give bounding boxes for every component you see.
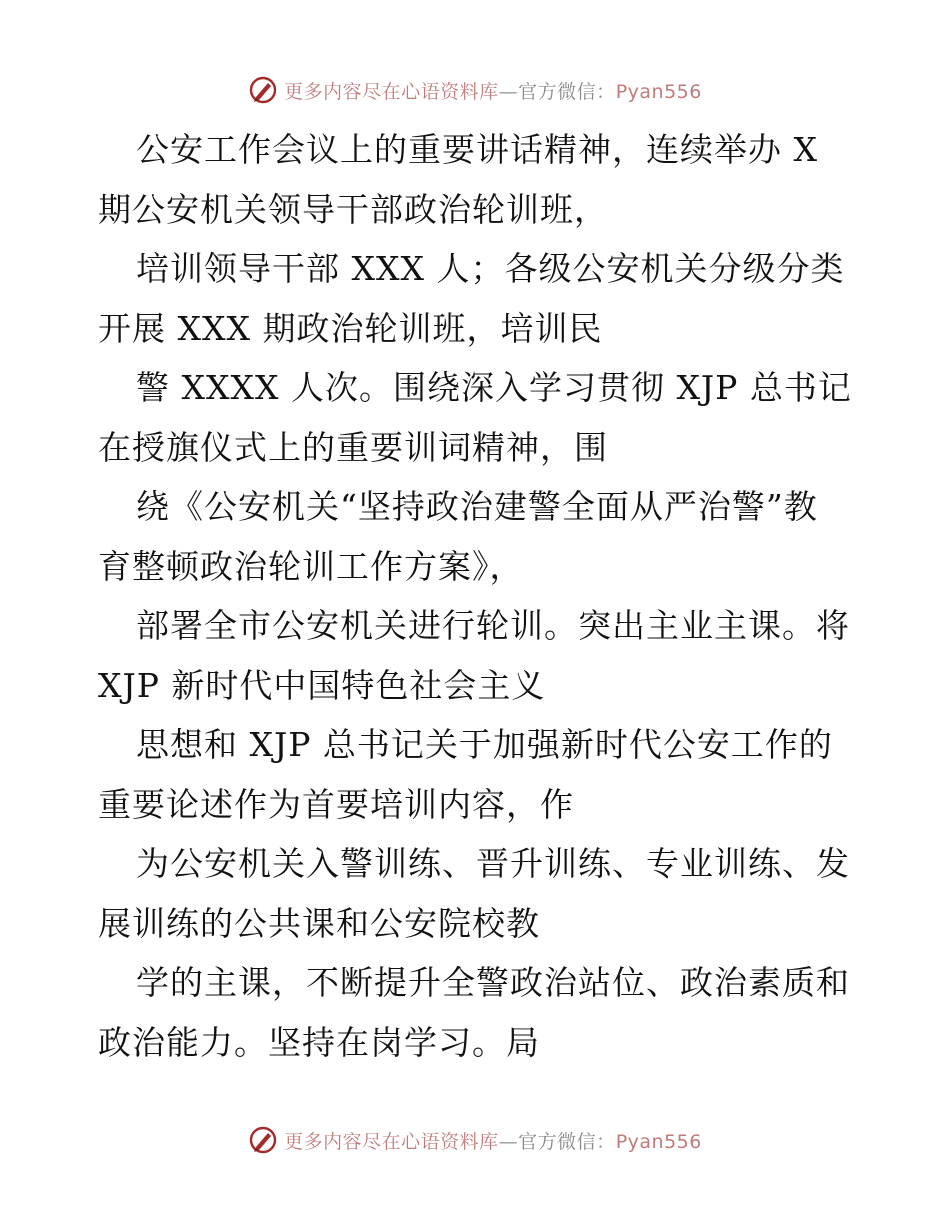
watermark-text [284,1127,702,1154]
body-line: 警 XXXX 人次。围绕深入学习贯彻 XJP 总书记 [136,368,852,407]
body-line: 在授旗仪式上的重要训词精神，围 [98,427,608,467]
watermark-site-name: 更多内容尽在心语资料库 [284,80,499,103]
pen-logo-icon [248,75,278,105]
body-line: 展训练的公共课和公安院校教 [98,903,540,943]
watermark-wechat-id: Pyan556 [615,80,702,103]
header-watermark-banner [0,70,950,110]
body-line: 为公安机关入警训练、晋升训练、专业训练、发 [136,844,850,883]
body-line: 重要论述作为首要培训内容，作 [98,784,574,824]
watermark-separator: — [498,1130,519,1153]
body-line: 公安工作会议上的重要讲话精神，连续举办 X [136,130,818,169]
pen-logo-icon [248,1125,278,1155]
body-line: 期公安机关领导干部政治轮训班， [98,189,608,229]
watermark-site-name: 更多内容尽在心语资料库 [284,1130,499,1153]
body-line: 绕《公安机关“坚持政治建警全面从严治警”教 [136,487,818,526]
watermark-label: 官方微信： [518,1130,616,1153]
body-line: 育整顿政治轮训工作方案》， [98,546,524,586]
watermark-separator: — [498,80,519,103]
watermark-label: 官方微信： [518,80,616,103]
footer-watermark-banner [0,1120,950,1160]
body-line: 部署全市公安机关进行轮训。突出主业主课。将 [136,606,850,645]
body-line: XJP 新时代中国特色社会主义 [98,665,546,705]
body-line: 培训领导干部 XXX 人；各级公安机关分级分类 [136,249,845,288]
body-line: 政治能力。坚持在岗学习。局 [98,1022,540,1062]
body-line: 开展 XXX 期政治轮训班，培训民 [98,308,603,348]
watermark-text [284,77,702,104]
body-line: 学的主课，不断提升全警政治站位、政治素质和 [136,963,850,1002]
watermark-wechat-id: Pyan556 [615,1130,702,1153]
body-line: 思想和 XJP 总书记关于加强新时代公安工作的 [136,725,833,764]
document-body [98,120,858,1072]
